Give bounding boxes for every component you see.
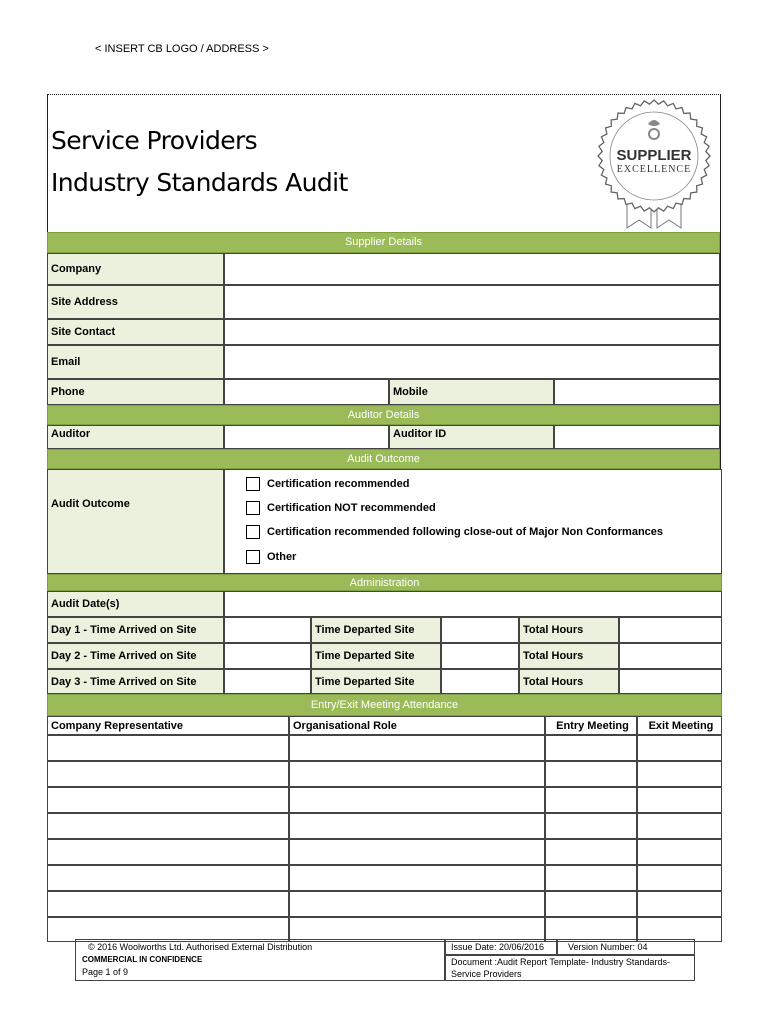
exit-meeting-field[interactable] xyxy=(637,735,722,761)
role-field[interactable] xyxy=(289,735,545,761)
checkbox-icon[interactable] xyxy=(246,501,260,515)
day1-arrived-field[interactable] xyxy=(224,617,311,643)
audit-dates-field[interactable] xyxy=(224,591,722,617)
checkbox-icon[interactable] xyxy=(246,550,260,564)
day1-departed-label: Time Departed Site xyxy=(311,617,441,643)
role-field[interactable] xyxy=(289,813,545,839)
day1-arrived-label: Day 1 - Time Arrived on Site xyxy=(47,617,224,643)
auditor-field[interactable] xyxy=(224,425,389,449)
day1-departed-field[interactable] xyxy=(441,617,519,643)
section-auditor-details: Auditor Details xyxy=(47,405,720,425)
checkbox-icon[interactable] xyxy=(246,525,260,539)
role-field[interactable] xyxy=(289,839,545,865)
mobile-field[interactable] xyxy=(554,379,720,405)
day3-departed-label: Time Departed Site xyxy=(311,669,441,694)
site-contact-field[interactable] xyxy=(224,319,720,345)
exit-meeting-field[interactable] xyxy=(637,865,722,891)
logo-address-placeholder: < INSERT CB LOGO / ADDRESS > xyxy=(95,43,269,55)
exit-meeting-field[interactable] xyxy=(637,813,722,839)
role-field[interactable] xyxy=(289,761,545,787)
exit-meeting-field[interactable] xyxy=(637,839,722,865)
outcome-option-recommended-after-closeout[interactable]: Certification recommended following close-out of Major Non Conformances xyxy=(246,525,663,539)
footer-version-box xyxy=(557,939,695,955)
day2-total-field[interactable] xyxy=(619,643,722,669)
day1-total-field[interactable] xyxy=(619,617,722,643)
phone-field[interactable] xyxy=(224,379,389,405)
outcome-option-recommended[interactable]: Certification recommended xyxy=(246,477,409,491)
footer-left-box xyxy=(75,939,445,981)
footer-document-line2: Service Providers xyxy=(451,969,522,979)
auditor-label: Auditor xyxy=(47,425,224,449)
representative-field[interactable] xyxy=(47,761,289,787)
section-meeting-attendance: Entry/Exit Meeting Attendance xyxy=(47,694,722,716)
footer-issue-date: Issue Date: 20/06/2016 xyxy=(451,942,545,952)
site-address-label: Site Address xyxy=(47,285,224,319)
day3-departed-field[interactable] xyxy=(441,669,519,694)
day3-arrived-field[interactable] xyxy=(224,669,311,694)
auditor-id-field[interactable] xyxy=(554,425,720,449)
phone-label: Phone xyxy=(47,379,224,405)
representative-field[interactable] xyxy=(47,865,289,891)
exit-meeting-field[interactable] xyxy=(637,761,722,787)
day1-total-label: Total Hours xyxy=(519,617,619,643)
column-entry-meeting: Entry Meeting xyxy=(545,716,637,735)
column-company-representative: Company Representative xyxy=(47,716,289,735)
page-title-line2: Industry Standards Audit xyxy=(51,168,348,197)
exit-meeting-field[interactable] xyxy=(637,787,722,813)
representative-field[interactable] xyxy=(47,813,289,839)
role-field[interactable] xyxy=(289,891,545,917)
outcome-option-other[interactable]: Other xyxy=(246,550,296,564)
entry-meeting-field[interactable] xyxy=(545,813,637,839)
section-audit-outcome: Audit Outcome xyxy=(47,449,720,469)
email-field[interactable] xyxy=(224,345,720,379)
auditor-id-label: Auditor ID xyxy=(389,425,554,449)
email-label: Email xyxy=(47,345,224,379)
day2-departed-field[interactable] xyxy=(441,643,519,669)
site-address-field[interactable] xyxy=(224,285,720,319)
day2-arrived-field[interactable] xyxy=(224,643,311,669)
mobile-label: Mobile xyxy=(389,379,554,405)
representative-field[interactable] xyxy=(47,787,289,813)
day3-total-label: Total Hours xyxy=(519,669,619,694)
footer-copyright: © 2016 Woolworths Ltd. Authorised External Distribution xyxy=(88,942,313,952)
role-field[interactable] xyxy=(289,865,545,891)
representative-field[interactable] xyxy=(47,735,289,761)
column-exit-meeting: Exit Meeting xyxy=(637,716,722,735)
footer-issue-date-box xyxy=(445,939,557,955)
checkbox-icon[interactable] xyxy=(246,477,260,491)
representative-field[interactable] xyxy=(47,839,289,865)
day3-total-field[interactable] xyxy=(619,669,722,694)
entry-meeting-field[interactable] xyxy=(545,839,637,865)
outcome-option-not-recommended[interactable]: Certification NOT recommended xyxy=(246,501,436,515)
entry-meeting-field[interactable] xyxy=(545,891,637,917)
audit-dates-label: Audit Date(s) xyxy=(47,591,224,617)
footer-confidential: COMMERCIAL IN CONFIDENCE xyxy=(82,955,203,964)
day2-departed-label: Time Departed Site xyxy=(311,643,441,669)
representative-field[interactable] xyxy=(47,891,289,917)
exit-meeting-field[interactable] xyxy=(637,891,722,917)
page-title-line1: Service Providers xyxy=(51,126,258,155)
footer-document-line1: Document :Audit Report Template- Industry Standards- xyxy=(451,957,670,967)
entry-meeting-field[interactable] xyxy=(545,865,637,891)
day2-total-label: Total Hours xyxy=(519,643,619,669)
company-field[interactable] xyxy=(224,253,720,285)
audit-outcome-label: Audit Outcome xyxy=(47,469,224,574)
entry-meeting-field[interactable] xyxy=(545,761,637,787)
section-supplier-details: Supplier Details xyxy=(47,232,720,253)
badge-word-supplier: SUPPLIER xyxy=(616,147,692,164)
section-administration: Administration xyxy=(47,574,722,591)
footer-version: Version Number: 04 xyxy=(568,942,648,952)
day3-arrived-label: Day 3 - Time Arrived on Site xyxy=(47,669,224,694)
day2-arrived-label: Day 2 - Time Arrived on Site xyxy=(47,643,224,669)
column-organisational-role: Organisational Role xyxy=(289,716,545,735)
badge-word-excellence: EXCELLENCE xyxy=(616,164,692,175)
supplier-excellence-badge xyxy=(593,96,715,230)
company-label: Company xyxy=(47,253,224,285)
site-contact-label: Site Contact xyxy=(47,319,224,345)
entry-meeting-field[interactable] xyxy=(545,735,637,761)
entry-meeting-field[interactable] xyxy=(545,787,637,813)
footer-document-box xyxy=(445,955,695,981)
footer-page-number: Page 1 of 9 xyxy=(82,967,129,977)
role-field[interactable] xyxy=(289,787,545,813)
